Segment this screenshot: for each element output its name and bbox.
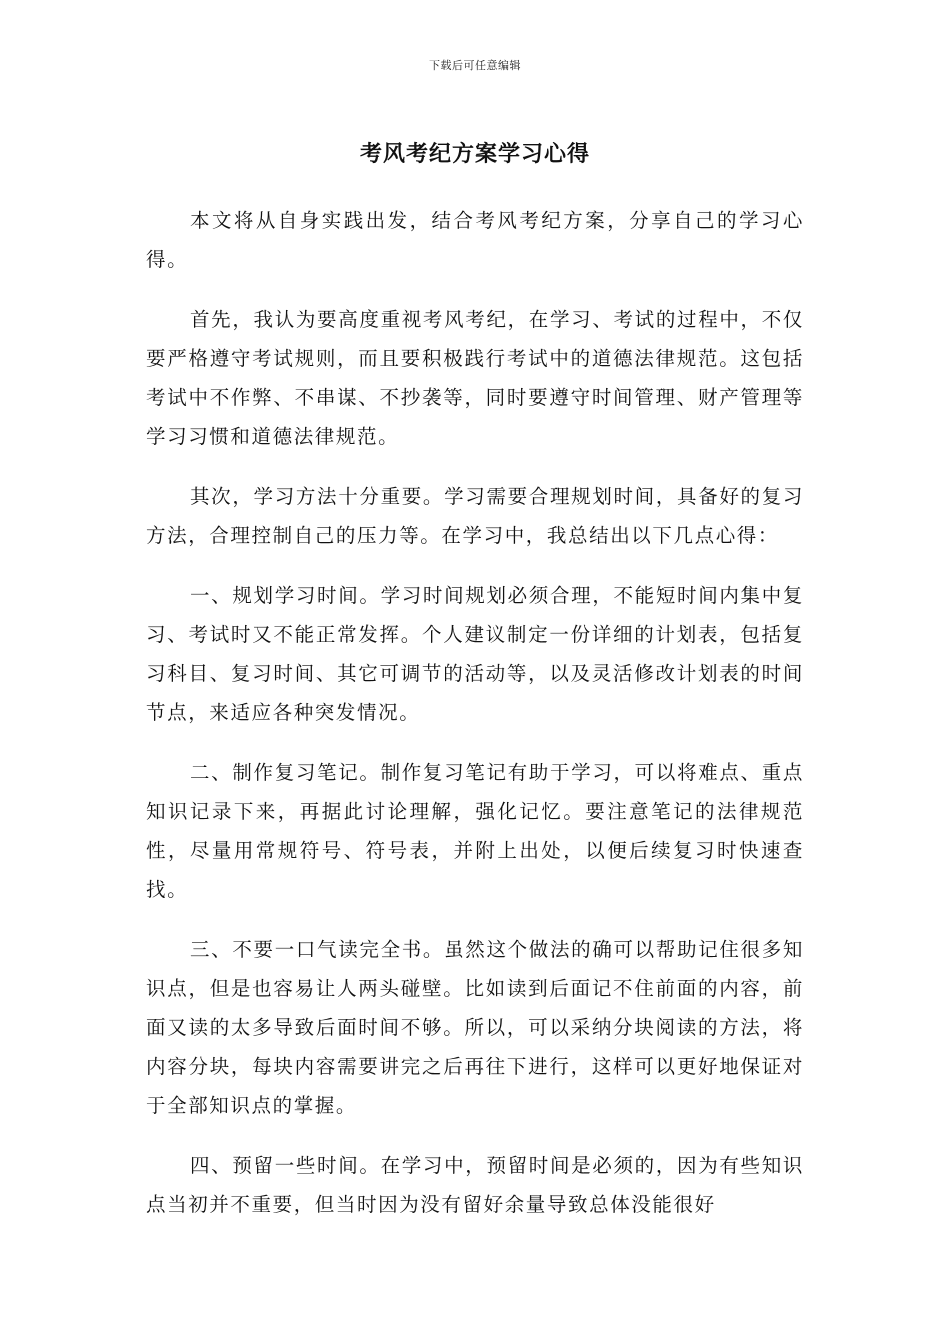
header-note: 下载后可任意编辑 [429, 59, 521, 72]
paragraph-first: 首先，我认为要高度重视考风考纪，在学习、考试的过程中，不仅要严格遵守考试规则，而且要积极践行考试中的道德法律规范。这包括考试中不作弊、不串谋、不抄袭等，同时要遵守时间管理、财产管理等学习习惯和道德法律规范。 [146, 308, 804, 448]
paragraph-point-four: 四、预留一些时间。在学习中，预留时间是必须的，因为有些知识点当初并不重要，但当时因为没有留好余量导致总体没能很好 [146, 1154, 804, 1216]
paragraph-intro: 本文将从自身实践出发，结合考风考纪方案，分享自己的学习心得。 [146, 209, 804, 271]
document-body [146, 201, 804, 1245]
paragraph-second: 其次，学习方法十分重要。学习需要合理规划时间，具备好的复习方法，合理控制自己的压力等。在学习中，我总结出以下几点心得： [146, 485, 804, 547]
document-title: 考风考纪方案学习心得 [359, 142, 590, 167]
paragraph-point-two: 二、制作复习笔记。制作复习笔记有助于学习，可以将难点、重点知识记录下来，再据此讨论理解，强化记忆。要注意笔记的法律规范性，尽量用常规符号、符号表，并附上出处，以便后续复习时快速查找。 [146, 761, 804, 901]
paragraph-point-one: 一、规划学习时间。学习时间规划必须合理，不能短时间内集中复习、考试时又不能正常发挥。个人建议制定一份详细的计划表，包括复习科目、复习时间、其它可调节的活动等，以及灵活修改计划表的时间节点，来适应各种突发情况。 [146, 584, 804, 724]
paragraph-point-three: 三、不要一口气读完全书。虽然这个做法的确可以帮助记住很多知识点，但是也容易让人两头碰壁。比如读到后面记不住前面的内容，前面又读的太多导致后面时间不够。所以，可以采纳分块阅读的方法，将内容分块，每块内容需要讲完之后再往下进行，这样可以更好地保证对于全部知识点的掌握。 [146, 938, 804, 1117]
